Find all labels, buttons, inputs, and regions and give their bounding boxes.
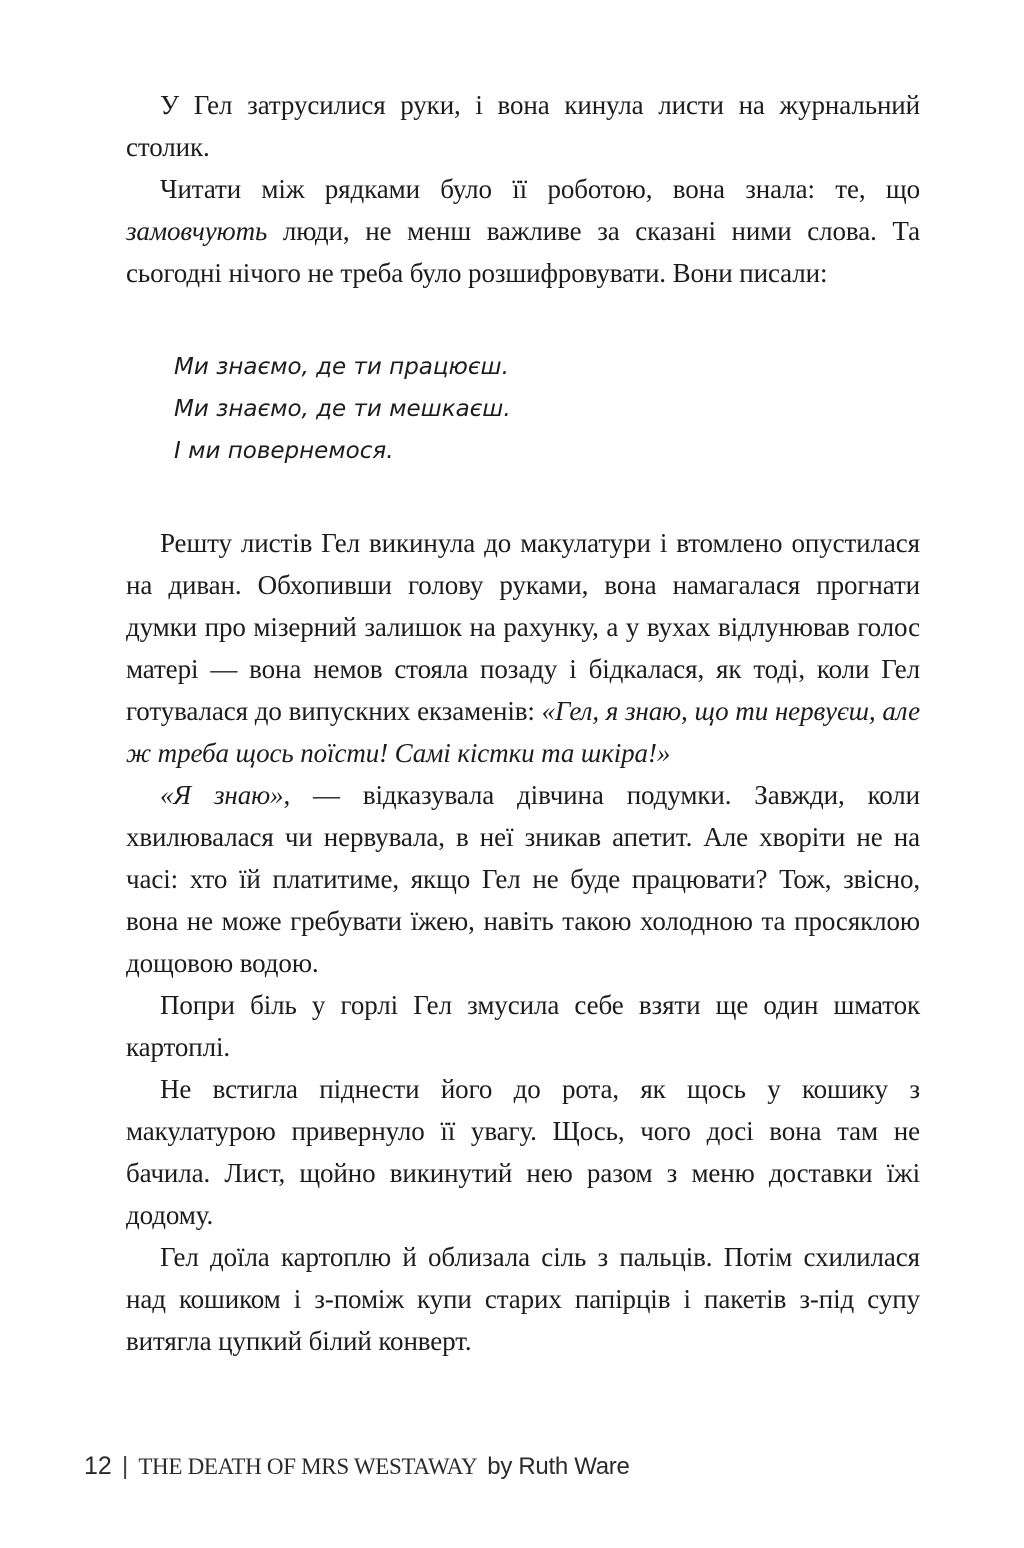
running-footer [84, 1452, 630, 1481]
letter-line: І ми повернемося. [174, 438, 394, 464]
paragraph: «Я знаю», — відказувала дівчина подумки. Завжди, коли хвилювалася чи нервувала, в неї зникав апетит. Але хворіти не на часі: хто їй платитиме, якщо Гел не буде працювати? Тож, звісно, вона не може гребувати їжею, навіть такою холодною та просяклою дощовою водою. [126, 780, 920, 978]
text-block-top [126, 84, 920, 294]
page-body [126, 84, 920, 1362]
paragraph: Гел доїла картоплю й облизала сіль з пальців. Потім схилилася над кошиком і з-поміж купи старих папірців і пакетів з-під супу витягла цупкий білий конверт. [126, 1242, 920, 1356]
italic-text: «Гел, я знаю, що ти нервуєш, але ж треба щось поїсти! Самі кістки та шкіра!» [126, 696, 920, 768]
letter-quote [174, 346, 920, 472]
italic-text: «Я знаю» [160, 780, 284, 810]
paragraph: У Гел затрусилися руки, і вона кинула листи на журнальний столик. [126, 90, 920, 162]
footer-separator: | [121, 1452, 129, 1480]
paragraph: Не встигла піднести його до рота, як щось у кошику з макулатурою привернуло її увагу. Щось, чого досі вона там не бачила. Лист, щойно викинутий нею разом з меню доставки їжі додому. [126, 1074, 920, 1230]
letter-line: Ми знаємо, де ти мешкаєш. [174, 396, 511, 422]
book-title: THE DEATH OF MRS WESTAWAY [138, 1453, 478, 1479]
paragraph: Читати між рядками було її роботою, вона знала: те, що замовчують люди, не менш важливе за сказані ними слова. Та сьогодні нічого не треба було розшифровувати. Вони писали: [126, 174, 920, 288]
letter-line: Ми знаємо, де ти працюєш. [174, 354, 509, 380]
book-author: by Ruth Ware [487, 1452, 630, 1480]
paragraph: Попри біль у горлі Гел змусила себе взяти ще один шматок картоплі. [126, 990, 920, 1062]
paragraph: Решту листів Гел викинула до макулатури і втомлено опустилася на диван. Обхопивши голову руками, вона намагалася прогнати думки про мізерний залишок на рахунку, а у вухах відлунював голос матері — вона немов стояла позаду і бідкалася, як тоді, коли Гел готувалася до випускних екзаменів: «Гел, я знаю, що ти нервуєш, але ж треба щось поїсти! Самі кістки та шкіра!» [126, 528, 920, 768]
italic-text: замовчують [126, 216, 268, 246]
page-number: 12 [84, 1452, 112, 1480]
text-block-bottom [126, 522, 920, 1362]
